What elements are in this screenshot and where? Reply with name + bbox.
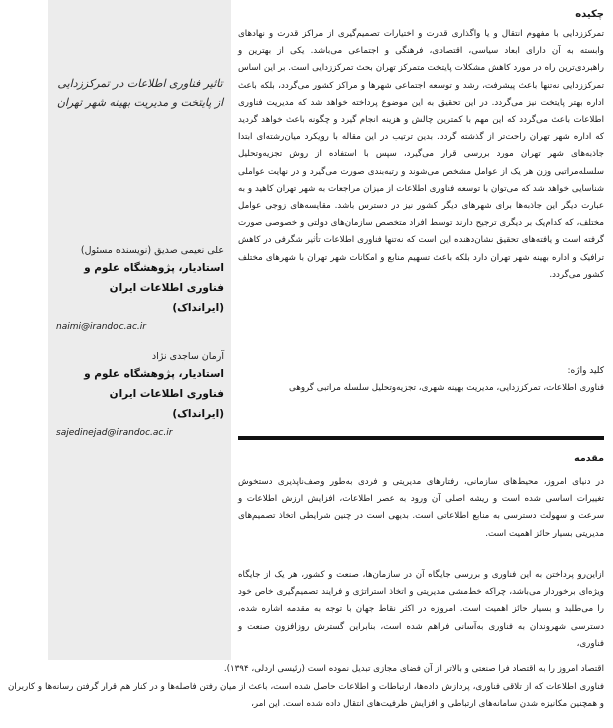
keywords-text: فناوری اطلاعات، تمرکززدایی، مدیریت بهینه شهری، تجزیه‌وتحلیل سلسله مراتبی گروهی — [289, 383, 604, 393]
keywords-heading: کلید واژه: — [567, 366, 604, 376]
introduction-paragraph-end: اقتصاد امروز را به اقتصاد فرا صنعتی و بالاتر از آن فضای مجازی تبدیل نموده است (رئیسی اردلی، ۱۳۹۴). — [223, 664, 604, 674]
author-email: naimi@irandoc.ac.ir — [56, 322, 146, 332]
author-block — [56, 350, 224, 440]
abstract-heading: چکیده — [575, 9, 604, 20]
introduction-paragraph: فناوری اطلاعات که از تلاقی فناوری، پردازش داده‌ها، ارتباطات و اطلاعات حاصل شده است، باعث از میان رفتن فاصله‌ها و در کنار هم قرار گرفتن رسانه‌ها و کاربران و همچنین مکانیزه شدن سامانه‌های ارتباطی و افزایش ظرفیت‌های انتقال داده شده است. این امر، — [8, 681, 604, 709]
introduction-paragraph: ازاین‌رو پرداختن به این فناوری و بررسی جایگاه آن در سازمان‌ها، صنعت و کشور، هر یک از جایگاه ویژه‌ای برخوردار می‌باشد، چراکه خط‌مشی مدیریتی و اتخاذ استراتژی و فرایند تصمیم‌گیری خاص خود را می‌طلبد و بسیار حائز اهمیت است. امروزه در اکثر نقاط جهان با توجه به مقدمه اشاره شده، دسترسی شهروندان به فناوری به‌آسانی فراهم شده است، بنابراین گسترش روزافزون صنعت و فناوری، — [238, 570, 604, 649]
paper-title: تاثیر فناوری اطلاعات در تمرکززدایی از پایتخت و مدیریت بهینه شهر تهران — [56, 77, 224, 109]
section-divider — [238, 436, 604, 440]
author-name: آرمان ساجدی نژاد — [151, 351, 224, 362]
full-width-text — [8, 661, 604, 714]
author-affiliation: استادیار، پژوهشگاه علوم و فناوری اطلاعات ایران (ایرانداک) — [84, 368, 224, 420]
author-block — [56, 244, 224, 334]
sidebar-panel — [48, 0, 231, 660]
introduction-heading: مقدمه — [574, 453, 604, 464]
abstract-text: تمرکززدایی با مفهوم انتقال و یا واگذاری قدرت و اختیارات تصمیم‌گیری از مراکز قدرت و نهادهای وابسته به آن دارای ابعاد سیاسی، اقتصادی، فرهنگی و اجتماعی می‌باشد. یکی از بهترین و راهبردی‌ترین راه در مورد کاهش مشکلات پایتخت متمرکز تهران بحث تمرکززدایی است. بر این اساس تمرکززدایی نه‌تنها باعث پیشرفت، رشد و توسعه اجتماعی شهرها و مراکز کشور می‌گردد، بلکه باعث اداره بهتر پایتخت نیز می‌گردد. در این تحقیق به این موضوع پرداخته خواهد شد که مدیریت فناوری اطلاعات باعث می‌گردد که این مهم با کمترین چالش و هزینه انجام گیرد و چگونه باعث خواهد گردید که اداره شهر تهران راحت‌تر از گذشته گردد. بدین ترتیب در این مقاله با رویکرد میان‌رشته‌ای ابتدا جاذبه‌های شهر تهران مورد بررسی قرار می‌گیرد، سپس با استفاده از روش تجزیه‌وتحلیل سلسله‌مراتبی وزن هر یک از عوامل مشخص می‌شوند و رتبه‌بندی صورت می‌گیرد و در نهایت عواملی شناسایی خواهد شد که می‌توان با توسعه فناوری اطلاعات از میزان مراجعات به شهر تهران کاهید و به عبارت دیگر این جاذبه‌ها برای شهرهای دیگر کشور نیز در دسترس باشد. مقایسه‌های زوجی عوامل مختلف، که کدام‌یک بر دیگری ترجیح دارند توسط افراد متخصص سازمان‌های دولتی و خصوصی صورت گرفته است و یافته‌های تحقیق نشان‌دهنده این است که نه‌تنها فناوری اطلاعات تأثیر شگرفی در کاهش ترافیک و اداره بهینه شهر تهران دارد بلکه باعث تسهیم منابع و امکانات شهر تهران با شهرهای مختلف کشور می‌گردد. — [238, 29, 604, 280]
author-name: علی نعیمی صدیق (نویسنده مسئول) — [80, 245, 224, 256]
author-email: sajedinejad@irandoc.ac.ir — [56, 428, 173, 438]
introduction-paragraph: در دنیای امروز، محیط‌های سازمانی، رفتارهای مدیریتی و فردی به‌طور وصف‌ناپذیری دستخوش تغییرات اساسی شده است و ریشه اصلی آن ورود به عصر اطلاعات، افزایش ارزش اطلاعات و سرعت و سهولت دسترسی به منابع اطلاعاتی است. بدیهی است در چنین شرایطی اتخاذ تصمیم‌های مدیریتی بسیار حائز اهمیت است. — [238, 477, 604, 539]
author-affiliation: استادیار، پژوهشگاه علوم و فناوری اطلاعات ایران (ایرانداک) — [84, 262, 224, 314]
